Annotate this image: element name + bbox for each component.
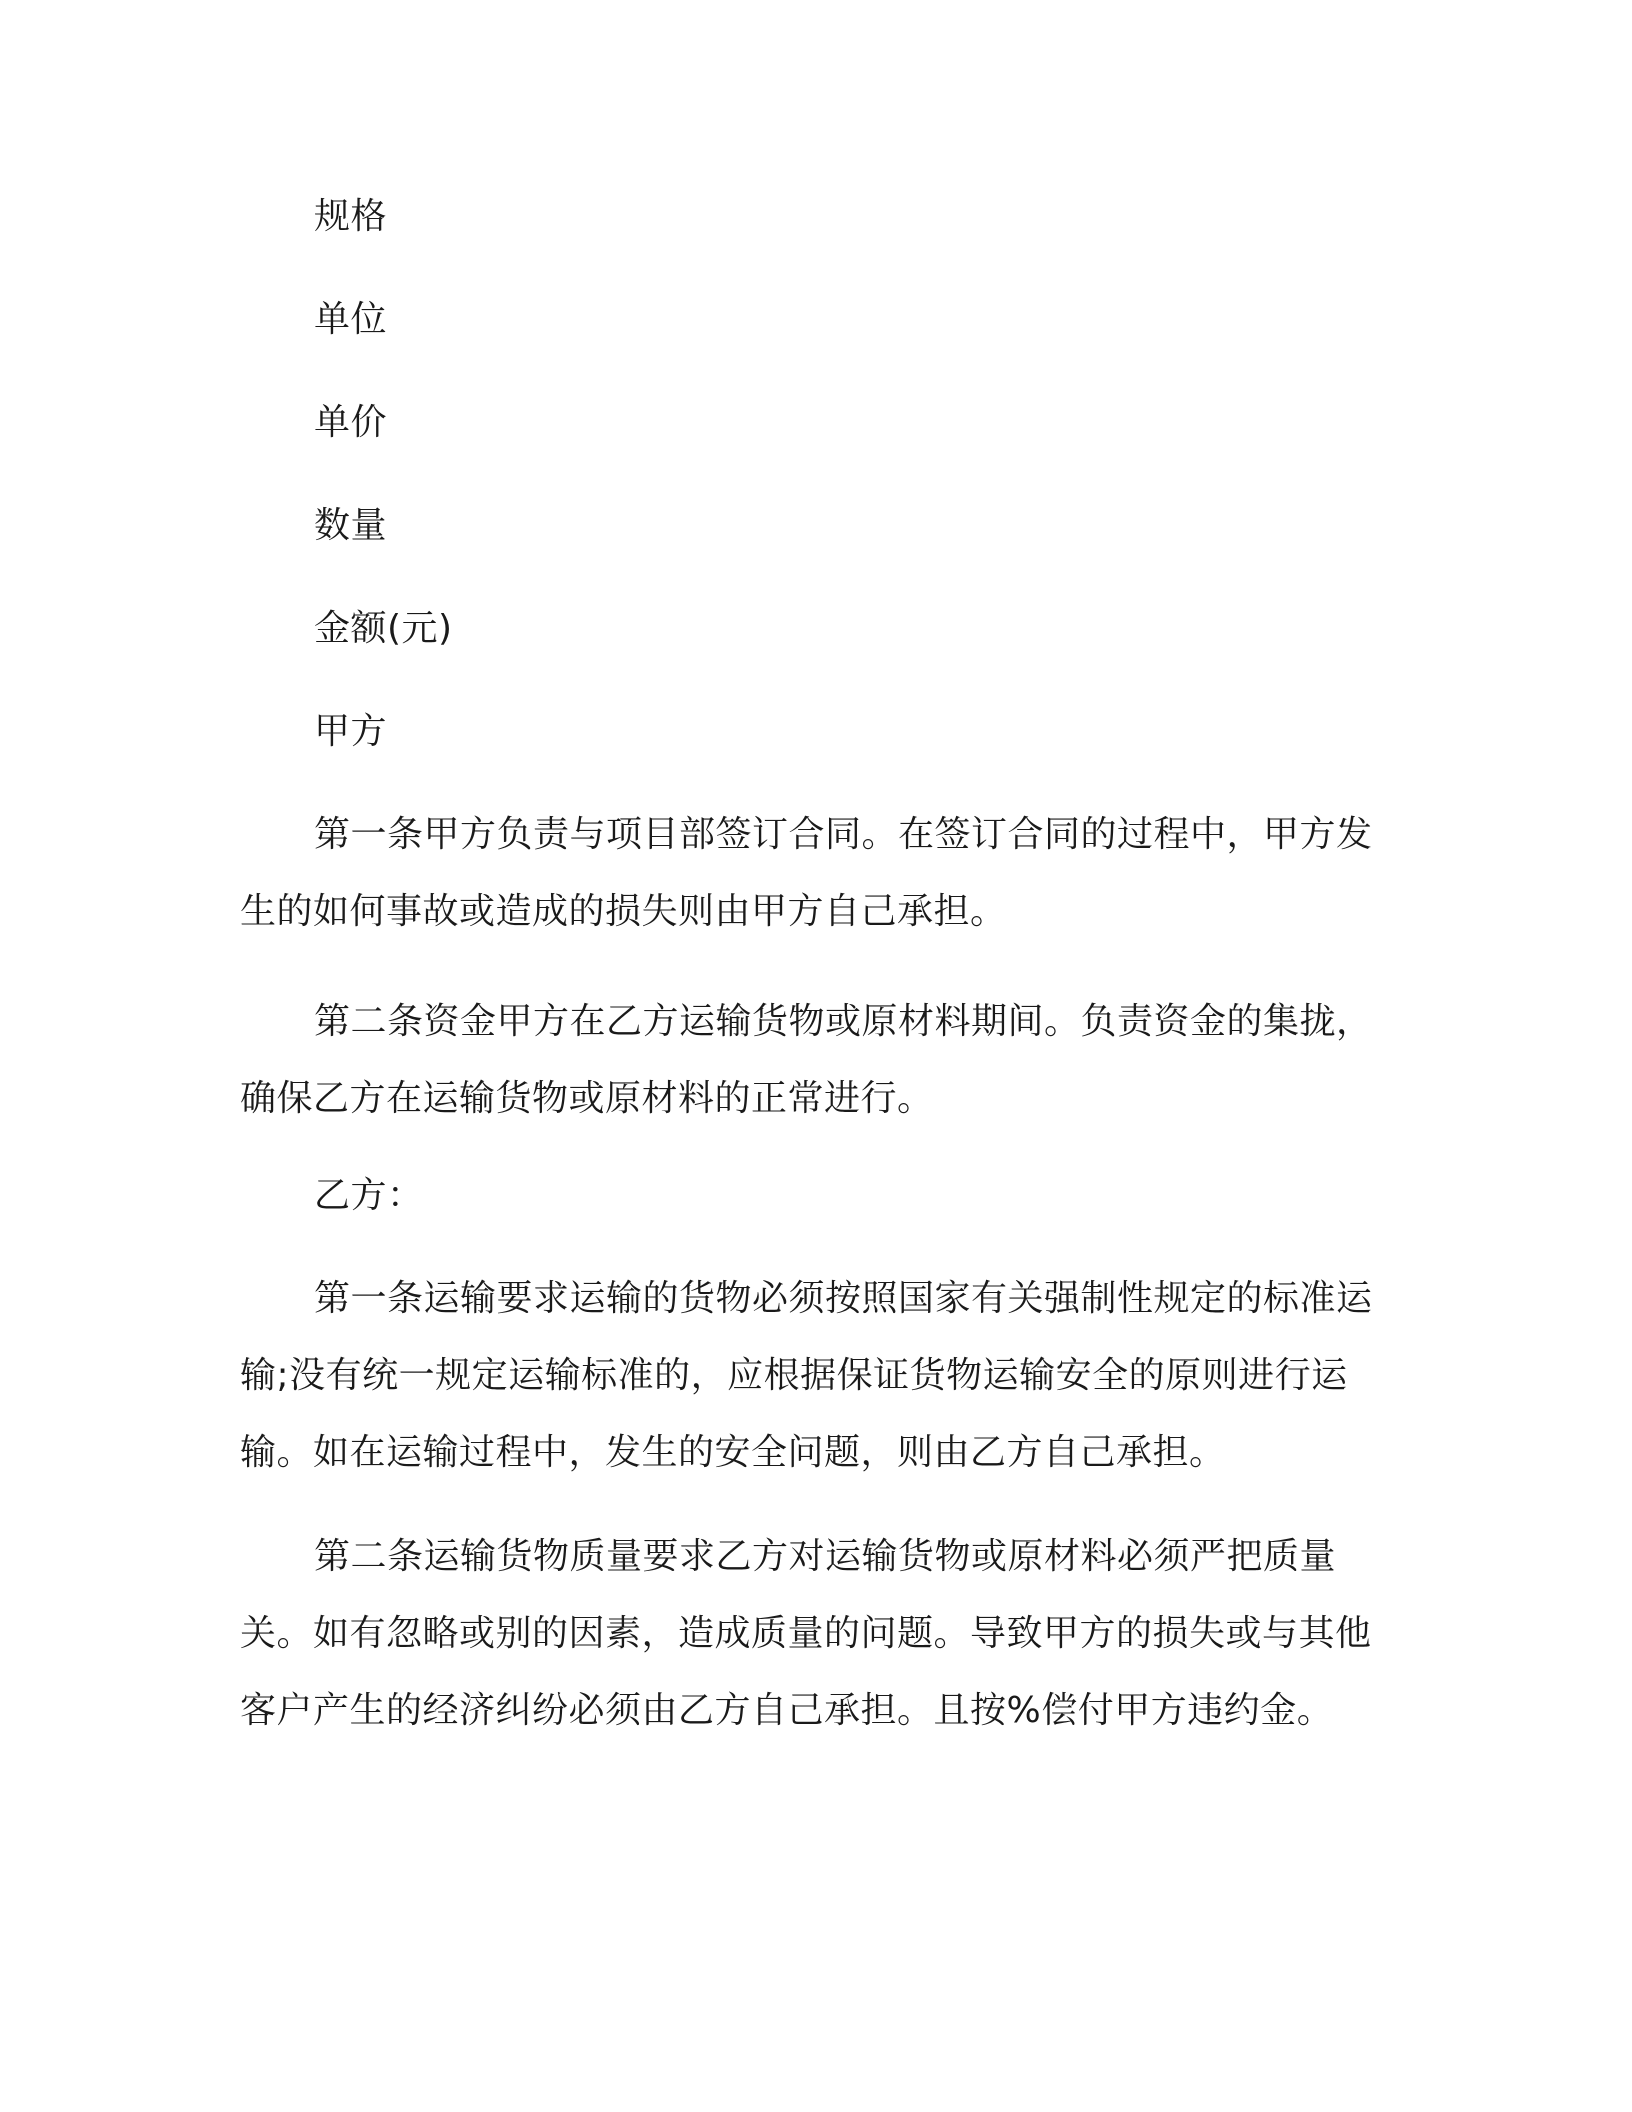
party-a-clause-2: 第二条资金甲方在乙方运输货物或原材料期间。负责资金的集拢，确保乙方在运输货物或原材料的正常进行。	[240, 1001, 1373, 1119]
party-a-heading: 甲方	[314, 711, 388, 752]
field-spec: 规格	[314, 196, 388, 237]
field-unit: 单位	[314, 299, 388, 340]
field-quantity: 数量	[314, 505, 388, 546]
field-amount: 金额(元)	[314, 608, 453, 649]
party-b-heading: 乙方：	[314, 1175, 424, 1216]
party-b-clause-2: 第二条运输货物质量要求乙方对运输货物或原材料必须严把质量关。如有忽略或别的因素，造成质量的问题。导致甲方的损失或与其他客户产生的经济纠纷必须由乙方自己承担。且按%偿付甲方违约金。	[240, 1536, 1372, 1731]
party-b-clause-1: 第一条运输要求运输的货物必须按照国家有关强制性规定的标准运输;没有统一规定运输标准的，应根据保证货物运输安全的原则进行运输。如在运输过程中，发生的安全问题，则由乙方自己承担。	[240, 1278, 1373, 1473]
party-a-clause-1: 第一条甲方负责与项目部签订合同。在签订合同的过程中，甲方发生的如何事故或造成的损失则由甲方自己承担。	[240, 814, 1373, 932]
field-unit-price: 单价	[314, 402, 388, 443]
